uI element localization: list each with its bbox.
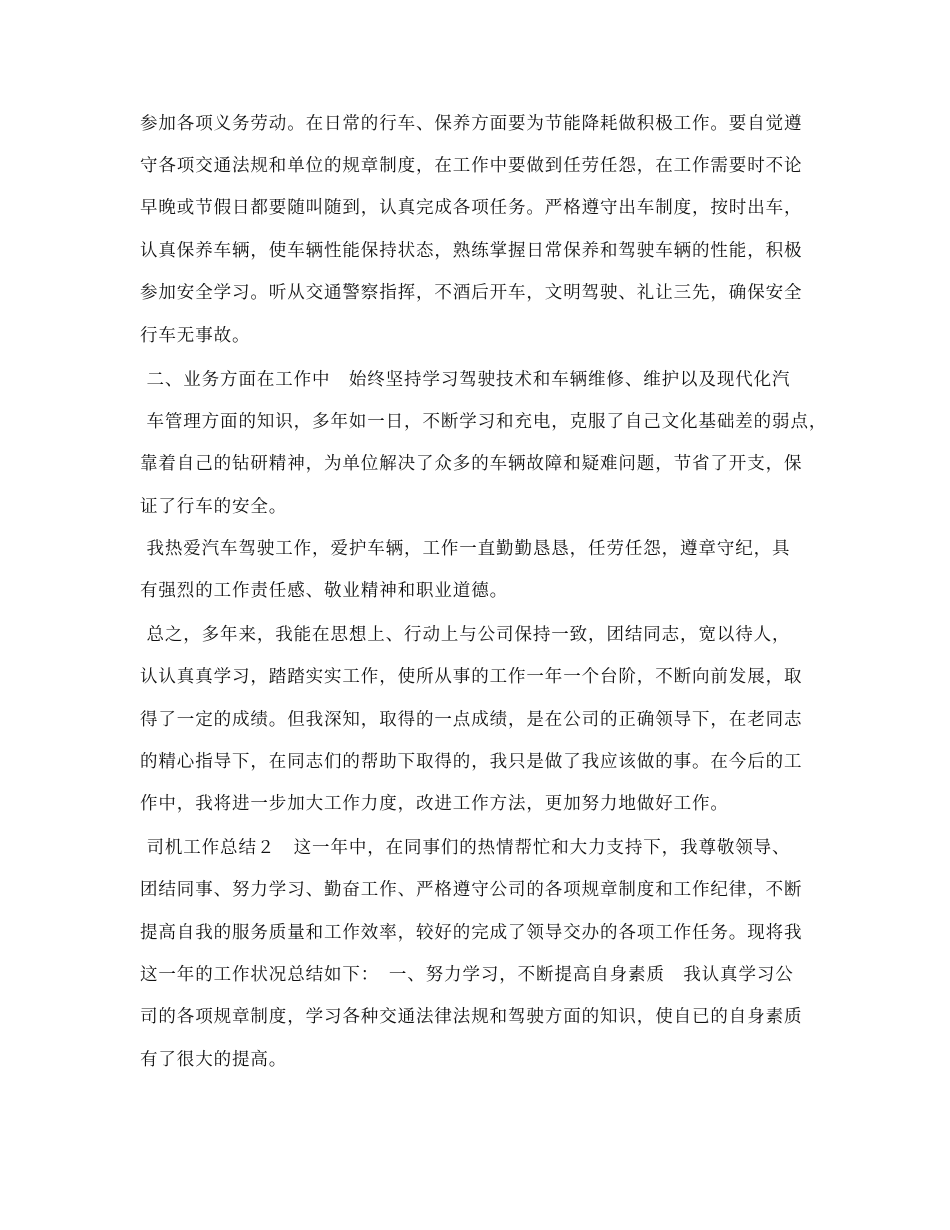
text-line: 参加安全学习。听从交通警察指挥，不酒后开车，文明驾驶、礼让三先，确保安全 <box>140 283 803 303</box>
text-line: 我热爱汽车驾驶工作，爱护车辆，工作一直勤勤恳恳，任劳任怨，遵章守纪，具 <box>140 539 791 559</box>
text-line: 这一年的工作状况总结如下： 一、努力学习，不断提高自身素质 我认真学习公 <box>140 965 794 985</box>
text-line: 提高自我的服务质量和工作效率，较好的完成了领导交办的各项工作任务。现将我 <box>140 923 803 943</box>
text-line: 守各项交通法规和单位的规章制度，在工作中要做到任劳任怨，在工作需要时不论 <box>140 156 803 176</box>
text-line: 司的各项规章制度，学习各种交通法律法规和驾驶方面的知识，使自已的自身素质 <box>140 1007 803 1027</box>
text-line: 证了行车的安全。 <box>140 497 288 517</box>
text-line: 得了一定的成绩。但我深知，取得的一点成绩，是在公司的正确领导下，在老同志 <box>140 710 803 730</box>
text-line: 靠着自己的钻研精神，为单位解决了众多的车辆故障和疑难问题，节省了开支，保 <box>140 454 803 474</box>
text-line: 参加各项义务劳动。在日常的行车、保养方面要为节能降耗做积极工作。要自觉遵 <box>140 114 803 134</box>
text-line: 认真保养车辆，使车辆性能保持状态，熟练掌握日常保养和驾驶车辆的性能，积极 <box>140 241 803 261</box>
text-line: 二、业务方面在工作中 始终坚持学习驾驶技术和车辆维修、维护以及现代化汽 <box>140 370 791 390</box>
text-line: 司机工作总结２ 这一年中，在同事们的热情帮忙和大力支持下，我尊敬领导、 <box>140 838 791 858</box>
text-line: 早晚或节假日都要随叫随到，认真完成各项任务。严格遵守出车制度，按时出车， <box>140 198 803 218</box>
text-line: 车管理方面的知识，多年如一日，不断学习和充电，克服了自己文化基础差的弱点， <box>140 412 828 432</box>
text-line: 总之，多年来，我能在思想上、行动上与公司保持一致，团结同志，宽以待人， <box>140 625 791 645</box>
text-line: 的精心指导下，在同志们的帮助下取得的，我只是做了我应该做的事。在今后的工 <box>140 752 803 772</box>
text-line: 团结同事、努力学习、勤奋工作、严格遵守公司的各项规章制度和工作纪律，不断 <box>140 880 803 900</box>
text-line: 有强烈的工作责任感、敬业精神和职业道德。 <box>140 581 508 601</box>
text-line: 认认真真学习，踏踏实实工作，使所从事的工作一年一个台阶，不断向前发展，取 <box>140 667 803 687</box>
text-line: 行车无事故。 <box>140 326 251 346</box>
text-line: 有了很大的提高。 <box>140 1050 288 1070</box>
text-line: 作中，我将进一步加大工作力度，改进工作方法，更加努力地做好工作。 <box>140 794 729 814</box>
